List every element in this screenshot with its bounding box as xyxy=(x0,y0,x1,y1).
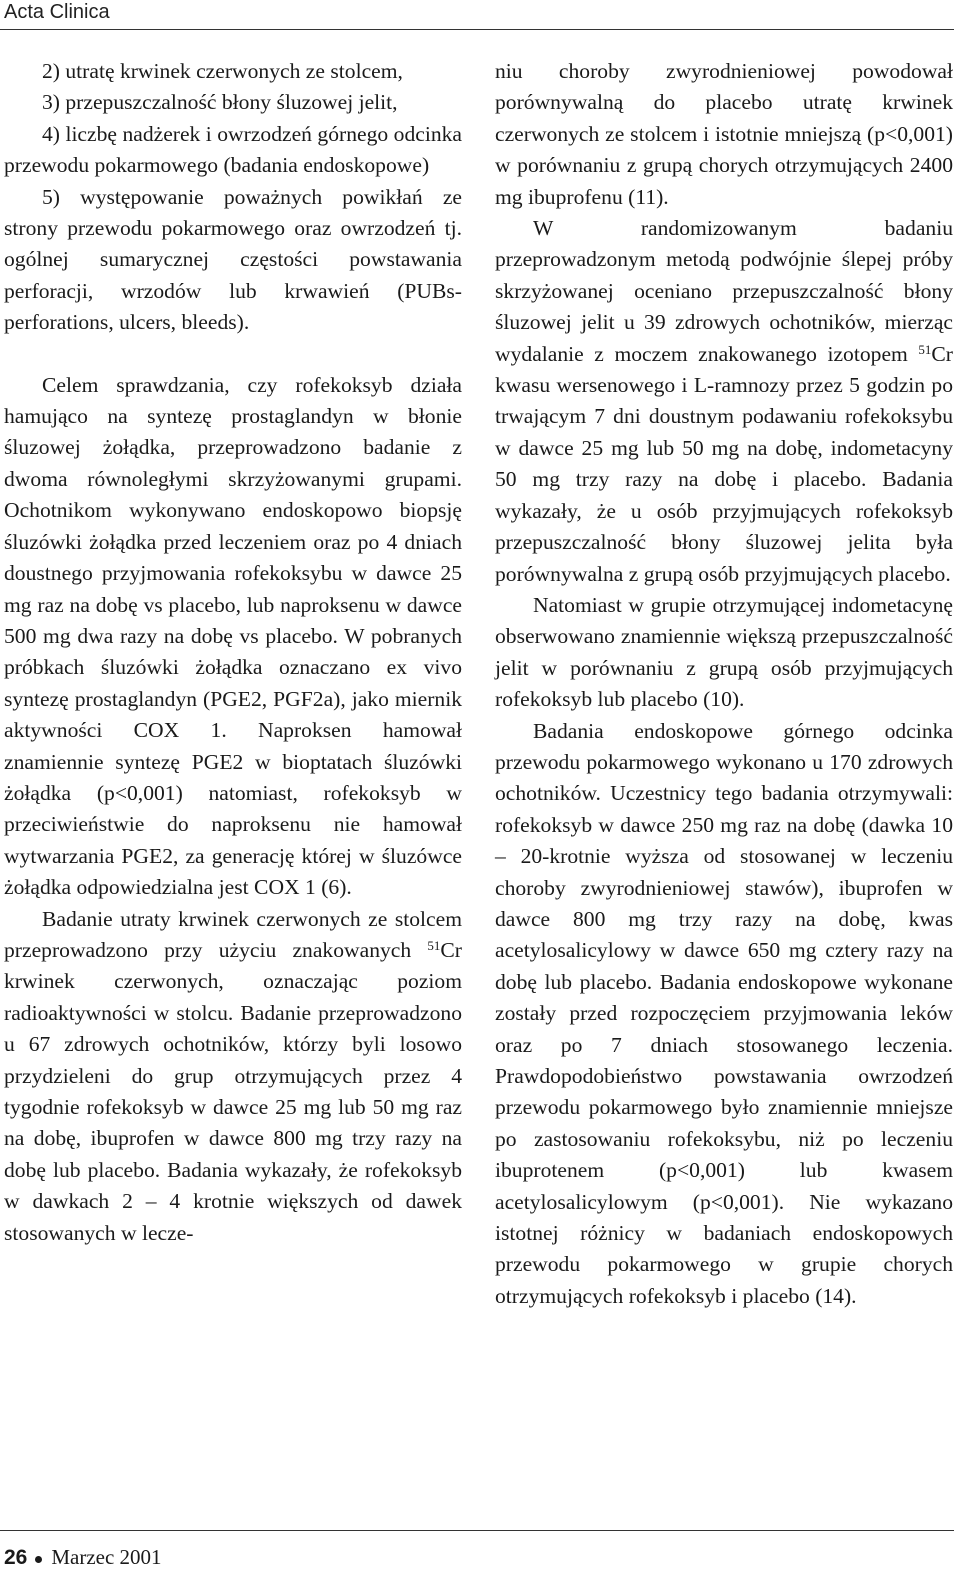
paragraph-text: Cr kwasu wersenowego i L-ramnozy przez 5 godzin po trwającym 7 dni doustnym podawaniu rofekoksybu w dawce 25 mg lub 50 mg na dobę, indometacyny 50 mg trzy razy na dobę i placebo. Badania wykazały, że u osób przyjmujących rofekoksyb przepuszczalność błony śluzowej jelita była porównywalna z grupą osób przyjmujących placebo. xyxy=(495,341,953,586)
header-rule xyxy=(0,29,954,30)
paragraph: Natomiast w grupie otrzymującej indometacynę obserwowano znamiennie większą przepuszczalność jelit w porównaniu z grupą osób przyjmujących rofekoksyb lub placebo (10). xyxy=(495,592,953,712)
paragraph: niu choroby zwyrodnieniowej powodował porównywalną do placebo utratę krwinek czerwonych ze stolcem i istotnie mniejszą (p<0,001) w porównaniu z grupą chorych otrzymujących 2400 mg ibuprofenu (11). xyxy=(495,59,953,209)
footer-rule xyxy=(0,1530,954,1531)
list-item: 2) utratę krwinek czerwonych ze stolcem, xyxy=(42,59,403,83)
list-item: 4) liczbę nadżerek i owrzodzeń górnego odcinka przewodu pokarmowego (badania endoskopowe) xyxy=(4,121,462,178)
page-footer xyxy=(4,1543,162,1572)
page-number: 26 xyxy=(4,1546,28,1569)
paragraph-text: Badanie utraty krwinek czerwonych ze stolcem przeprowadzono przy użyciu znakowanych xyxy=(4,906,462,962)
paragraph xyxy=(495,213,953,590)
bullet-dot-icon xyxy=(35,1556,42,1563)
isotope-superscript: 51 xyxy=(427,937,441,953)
left-column xyxy=(4,56,462,1249)
right-column xyxy=(495,56,953,1312)
paragraph-text: W randomizowanym badaniu przeprowadzonym metodą podwójnie ślepej próby skrzyżowanej oceniano przepuszczalność błony śluzowej jelit u 39 zdrowych ochotników, mierząc wydalanie z moczem znakowanego izotopem xyxy=(495,216,953,366)
running-head-journal-title: Acta Clinica xyxy=(4,1,110,23)
issue-date: Marzec 2001 xyxy=(51,1545,162,1569)
paragraph xyxy=(4,904,462,1249)
paragraph: Celem sprawdzania, czy rofekoksyb działa hamująco na syntezę prostaglandyn w błonie śluzowej żołądka, przeprowadzono badanie z dwoma równoległymi skrzyżowanymi grupami. Ochotnikom wykonywano endoskopowo biopsję śluzówki żołądka przed leczeniem oraz po 4 dniach doustnego przyjmowania rofekoksybu w dawce 25 mg raz na dobę vs placebo, lub naproksenu w dawce 500 mg dwa razy na dobę vs placebo. W pobranych próbkach śluzówki żołądka oznaczano ex vivo syntezę prostaglandyn (PGE2, PGF2a), jako miernik aktywności COX 1. Naproksen hamował znamiennie syntezę PGE2 w bioptatach śluzówki żołądka (p<0,001) natomiast, rofekoksyb w przeciwieństwie do naproksenu nie hamował wytwarzania PGE2, za generację której w śluzówce żołądka odpowiedzialna jest COX 1 (6). xyxy=(4,372,462,900)
paragraph: Badania endoskopowe górnego odcinka przewodu pokarmowego wykonano u 170 zdrowych ochotników. Uczestnicy tego badania otrzymywali: rofekoksyb w dawce 250 mg raz na dobę (dawka 10 – 20-krotnie wyższa od stosowanej w leczeniu choroby zwyrodnieniowej stawów), ibuprofen w dawce 800 mg trzy razy na dobę, kwas acetylosalicylowy w dawce 650 mg cztery razy na dobę lub placebo. Badania endoskopowe wykonane zostały przed rozpoczęciem przyjmowania leków oraz po 7 dniach stosowanego leczenia. Prawdopodobieństwo powstawania owrzodzeń przewodu pokarmowego było znamiennie mniejsze po zastosowaniu rofekoksybu, niż po leczeniu ibuprotenem (p<0,001) lub kwasem acetylosalicylowym (p<0,001). Nie wykazano istotnej różnicy w badaniach endoskopowych przewodu pokarmowego w grupie chorych otrzymujących rofekoksyb i placebo (14). xyxy=(495,718,953,1308)
isotope-superscript: 51 xyxy=(918,341,932,357)
list-item: 5) występowanie poważnych powikłań ze strony przewodu pokarmowego oraz owrzodzeń tj. ogólnej sumarycznej częstości powstawania perforacji, wrzodów lub krwawień (PUBs-perforations, ulcers, bleeds). xyxy=(4,184,462,335)
list-item: 3) przepuszczalność błony śluzowej jelit, xyxy=(42,90,398,115)
paragraph-text: Cr krwinek czerwonych, oznaczając poziom radioaktywności w stolcu. Badanie przeprowadzono u 67 zdrowych ochotników, którzy byli losowo przydzieleni do grup otrzymujących przez 4 tygodnie rofekoksyb w dawce 25 mg lub 50 mg raz na dobę, ibuprofen w dawce 800 mg trzy razy na dobę lub placebo. Badania wykazały, że rofekoksyb w dawkach 2 – 4 krotnie większych od dawek stosowanych w lecze- xyxy=(4,937,462,1245)
